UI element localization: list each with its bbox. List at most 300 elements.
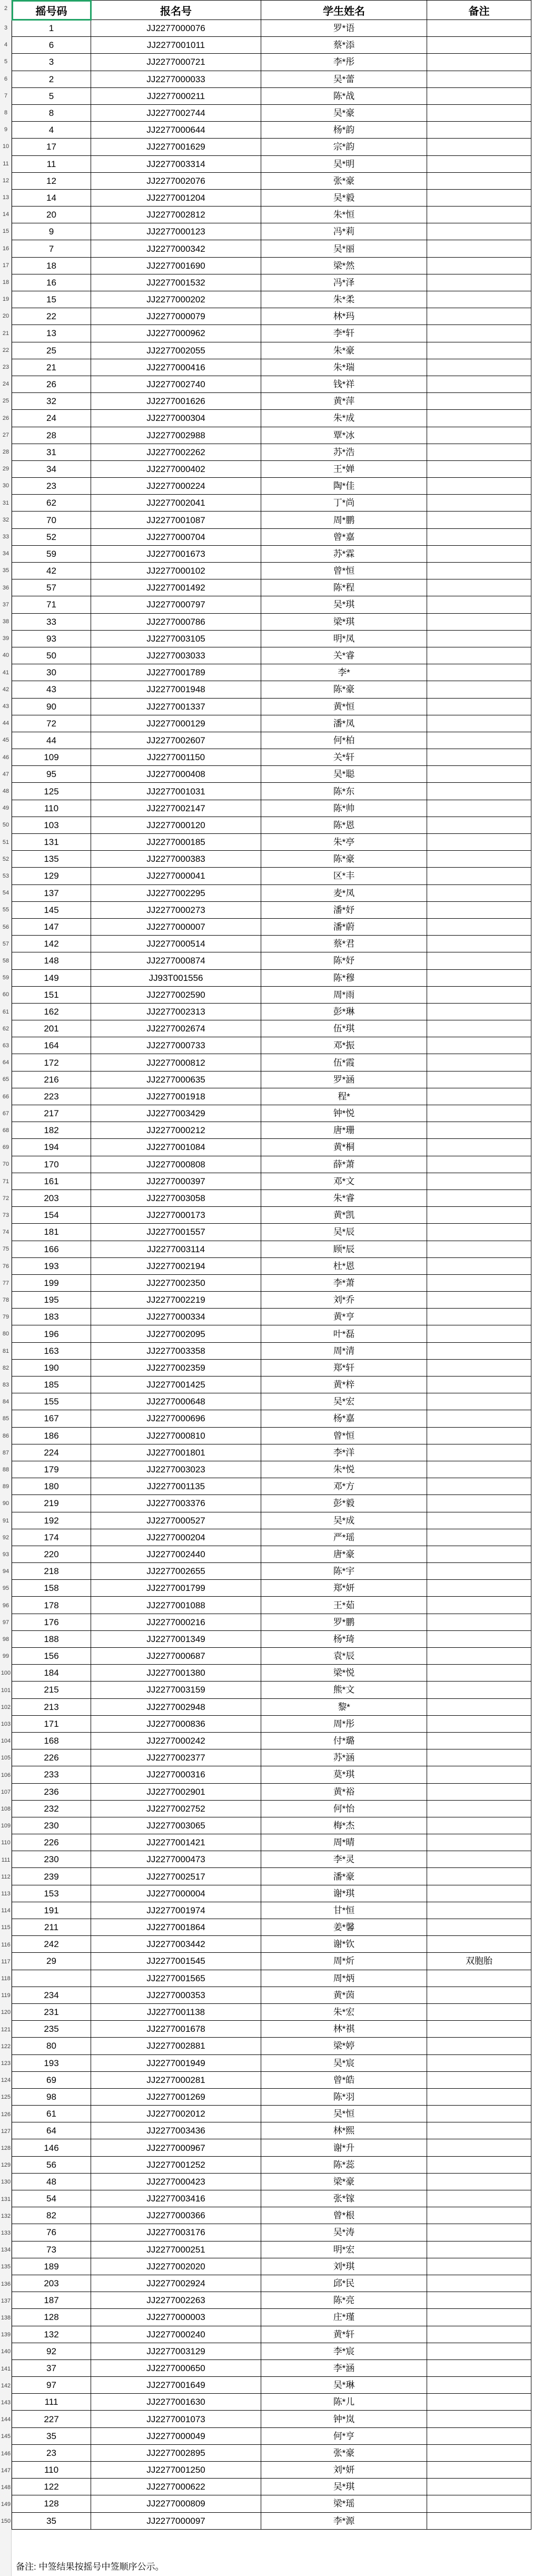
cell-remark[interactable]	[427, 884, 531, 901]
cell-student-name[interactable]: 周*炘	[261, 1953, 427, 1970]
cell-registration-no[interactable]: JJ2277000874	[91, 952, 261, 969]
cell-remark[interactable]	[427, 139, 531, 155]
cell-lottery-code[interactable]: 131	[12, 834, 91, 851]
cell-lottery-code[interactable]: 48	[12, 2173, 91, 2190]
cell-lottery-code[interactable]: 137	[12, 884, 91, 901]
cell-student-name[interactable]: 杨*嘉	[261, 1410, 427, 1427]
cell-student-name[interactable]: 邓*文	[261, 1173, 427, 1189]
cell-remark[interactable]	[427, 1495, 531, 1512]
cell-lottery-code[interactable]: 183	[12, 1309, 91, 1325]
cell-lottery-code[interactable]: 97	[12, 2377, 91, 2394]
cell-student-name[interactable]: 吴*明	[261, 155, 427, 172]
cell-remark[interactable]	[427, 2021, 531, 2038]
cell-registration-no[interactable]: JJ2277002901	[91, 1783, 261, 1800]
cell-lottery-code[interactable]: 14	[12, 189, 91, 206]
cell-remark[interactable]	[427, 2462, 531, 2479]
cell-student-name[interactable]: 朱*成	[261, 410, 427, 427]
cell-registration-no[interactable]: JJ2277003023	[91, 1461, 261, 1478]
cell-lottery-code[interactable]: 73	[12, 2241, 91, 2258]
cell-remark[interactable]	[427, 732, 531, 749]
cell-registration-no[interactable]: JJ2277000809	[91, 2495, 261, 2512]
cell-registration-no[interactable]: JJ2277003314	[91, 155, 261, 172]
cell-registration-no[interactable]: JJ2277000797	[91, 596, 261, 613]
cell-lottery-code[interactable]: 180	[12, 1478, 91, 1495]
cell-student-name[interactable]: 郑*轩	[261, 1359, 427, 1376]
cell-registration-no[interactable]: JJ2277000342	[91, 240, 261, 257]
cell-student-name[interactable]: 陈*东	[261, 783, 427, 800]
cell-student-name[interactable]: 陈*恩	[261, 817, 427, 833]
cell-remark[interactable]	[427, 579, 531, 596]
cell-student-name[interactable]: 朱*豪	[261, 342, 427, 359]
cell-remark[interactable]	[427, 2054, 531, 2071]
cell-remark[interactable]	[427, 766, 531, 783]
cell-registration-no[interactable]: JJ2277000041	[91, 868, 261, 884]
cell-lottery-code[interactable]: 42	[12, 563, 91, 579]
cell-lottery-code[interactable]: 23	[12, 2444, 91, 2461]
cell-lottery-code[interactable]: 72	[12, 715, 91, 732]
cell-lottery-code[interactable]: 142	[12, 936, 91, 952]
cell-registration-no[interactable]: JJ2277000273	[91, 901, 261, 918]
cell-lottery-code[interactable]: 231	[12, 2003, 91, 2020]
cell-remark[interactable]	[427, 2377, 531, 2394]
cell-student-name[interactable]: 陈*宇	[261, 1563, 427, 1580]
cell-remark[interactable]	[427, 37, 531, 54]
cell-remark[interactable]	[427, 189, 531, 206]
cell-remark[interactable]	[427, 1292, 531, 1309]
cell-student-name[interactable]: 邱*民	[261, 2275, 427, 2292]
cell-student-name[interactable]: 王*茹	[261, 1597, 427, 1614]
cell-student-name[interactable]: 宗*韵	[261, 139, 427, 155]
cell-student-name[interactable]: 陈*穆	[261, 969, 427, 986]
cell-registration-no[interactable]: JJ2277001864	[91, 1919, 261, 1936]
cell-student-name[interactable]: 钱*祥	[261, 376, 427, 392]
cell-remark[interactable]	[427, 1156, 531, 1173]
cell-remark[interactable]	[427, 1393, 531, 1410]
cell-student-name[interactable]: 张*豪	[261, 172, 427, 189]
cell-lottery-code[interactable]: 151	[12, 986, 91, 1003]
cell-student-name[interactable]: 邓*方	[261, 1478, 427, 1495]
cell-student-name[interactable]: 林*玛	[261, 308, 427, 325]
cell-remark[interactable]	[427, 1410, 531, 1427]
cell-registration-no[interactable]: JJ2277002744	[91, 104, 261, 121]
cell-lottery-code[interactable]: 4	[12, 122, 91, 139]
cell-registration-no[interactable]: JJ2277001250	[91, 2462, 261, 2479]
cell-remark[interactable]	[427, 596, 531, 613]
cell-remark[interactable]	[427, 2411, 531, 2427]
cell-remark[interactable]	[427, 630, 531, 647]
cell-remark[interactable]	[427, 1970, 531, 1987]
cell-remark[interactable]	[427, 528, 531, 545]
cell-lottery-code[interactable]: 195	[12, 1292, 91, 1309]
cell-remark[interactable]	[427, 2444, 531, 2461]
cell-lottery-code[interactable]: 182	[12, 1122, 91, 1139]
cell-remark[interactable]	[427, 274, 531, 291]
cell-student-name[interactable]: 潘*妤	[261, 901, 427, 918]
cell-remark[interactable]	[427, 1783, 531, 1800]
cell-lottery-code[interactable]: 30	[12, 664, 91, 681]
cell-student-name[interactable]: 陶*佳	[261, 478, 427, 495]
cell-registration-no[interactable]: JJ2277000473	[91, 1851, 261, 1868]
cell-remark[interactable]	[427, 1648, 531, 1665]
cell-registration-no[interactable]: JJ2277000211	[91, 87, 261, 104]
cell-student-name[interactable]: 丁*尚	[261, 495, 427, 512]
cell-student-name[interactable]: 程*	[261, 1088, 427, 1105]
cell-lottery-code[interactable]: 156	[12, 1648, 91, 1665]
cell-lottery-code[interactable]: 161	[12, 1173, 91, 1189]
cell-student-name[interactable]: 蔡*君	[261, 936, 427, 952]
cell-registration-no[interactable]: JJ2277000353	[91, 1987, 261, 2003]
cell-registration-no[interactable]: JJ2277003033	[91, 647, 261, 664]
cell-registration-no[interactable]: JJ2277002041	[91, 495, 261, 512]
cell-remark[interactable]	[427, 800, 531, 817]
cell-registration-no[interactable]: JJ2277003129	[91, 2343, 261, 2359]
cell-remark[interactable]	[427, 2309, 531, 2326]
cell-remark[interactable]	[427, 1342, 531, 1359]
cell-lottery-code[interactable]: 103	[12, 817, 91, 833]
cell-student-name[interactable]: 区*丰	[261, 868, 427, 884]
cell-lottery-code[interactable]: 219	[12, 1495, 91, 1512]
cell-lottery-code[interactable]: 233	[12, 1766, 91, 1783]
cell-student-name[interactable]: 黄*萍	[261, 393, 427, 410]
cell-remark[interactable]	[427, 817, 531, 833]
cell-remark[interactable]	[427, 918, 531, 935]
cell-lottery-code[interactable]: 54	[12, 2190, 91, 2207]
cell-lottery-code[interactable]: 167	[12, 1410, 91, 1427]
cell-lottery-code[interactable]: 32	[12, 393, 91, 410]
cell-remark[interactable]	[427, 1309, 531, 1325]
cell-remark[interactable]	[427, 257, 531, 274]
cell-registration-no[interactable]: JJ2277003376	[91, 1495, 261, 1512]
cell-student-name[interactable]: 陈*蕊	[261, 2156, 427, 2173]
cell-lottery-code[interactable]: 230	[12, 1817, 91, 1834]
cell-registration-no[interactable]: JJ2277002313	[91, 1003, 261, 1020]
cell-registration-no[interactable]: JJ2277001011	[91, 37, 261, 54]
header-student-name[interactable]: 学生姓名	[261, 1, 427, 20]
cell-lottery-code[interactable]: 110	[12, 2462, 91, 2479]
cell-registration-no[interactable]: JJ2277000129	[91, 715, 261, 732]
cell-registration-no[interactable]: JJ2277001252	[91, 2156, 261, 2173]
cell-student-name[interactable]: 陈*战	[261, 87, 427, 104]
cell-student-name[interactable]: 谢*钦	[261, 1936, 427, 1953]
cell-remark[interactable]	[427, 1003, 531, 1020]
cell-lottery-code[interactable]: 128	[12, 2309, 91, 2326]
cell-student-name[interactable]: 曾*嘉	[261, 528, 427, 545]
cell-remark[interactable]	[427, 1919, 531, 1936]
cell-remark[interactable]	[427, 2394, 531, 2411]
cell-lottery-code[interactable]: 135	[12, 851, 91, 868]
cell-lottery-code[interactable]: 64	[12, 2122, 91, 2139]
cell-registration-no[interactable]: JJ2277000423	[91, 2173, 261, 2190]
header-remark[interactable]: 备注	[427, 1, 531, 20]
cell-remark[interactable]	[427, 1698, 531, 1715]
cell-registration-no[interactable]: JJ2277001673	[91, 545, 261, 562]
cell-student-name[interactable]: 林*熙	[261, 2122, 427, 2139]
cell-lottery-code[interactable]: 185	[12, 1377, 91, 1393]
cell-lottery-code[interactable]: 7	[12, 240, 91, 257]
cell-remark[interactable]	[427, 1987, 531, 2003]
cell-lottery-code[interactable]: 21	[12, 359, 91, 376]
cell-registration-no[interactable]: JJ93T001556	[91, 969, 261, 986]
cell-remark[interactable]	[427, 478, 531, 495]
cell-lottery-code[interactable]: 199	[12, 1274, 91, 1291]
cell-registration-no[interactable]: JJ2277001492	[91, 579, 261, 596]
cell-student-name[interactable]: 吴*辰	[261, 1224, 427, 1241]
cell-lottery-code[interactable]: 164	[12, 1037, 91, 1054]
cell-registration-no[interactable]: JJ2277000635	[91, 1071, 261, 1088]
cell-remark[interactable]	[427, 54, 531, 71]
cell-student-name[interactable]: 陈*豪	[261, 851, 427, 868]
cell-registration-no[interactable]: JJ2277000185	[91, 834, 261, 851]
cell-lottery-code[interactable]: 15	[12, 291, 91, 308]
cell-registration-no[interactable]: JJ2277002147	[91, 800, 261, 817]
cell-student-name[interactable]: 唐*珊	[261, 1122, 427, 1139]
cell-remark[interactable]	[427, 1088, 531, 1105]
cell-student-name[interactable]: 梅*杰	[261, 1817, 427, 1834]
cell-student-name[interactable]: 李*源	[261, 2512, 427, 2529]
cell-remark[interactable]	[427, 207, 531, 223]
cell-student-name[interactable]: 曾*恒	[261, 1427, 427, 1444]
cell-remark[interactable]	[427, 2106, 531, 2122]
cell-remark[interactable]	[427, 1139, 531, 1156]
cell-registration-no[interactable]: JJ2277002948	[91, 1698, 261, 1715]
cell-remark[interactable]	[427, 1834, 531, 1851]
cell-lottery-code[interactable]: 28	[12, 427, 91, 444]
cell-lottery-code[interactable]: 220	[12, 1546, 91, 1562]
cell-registration-no[interactable]: JJ2277000204	[91, 1529, 261, 1546]
cell-registration-no[interactable]: JJ2277000812	[91, 1054, 261, 1071]
cell-registration-no[interactable]: JJ2277000240	[91, 2326, 261, 2343]
cell-lottery-code[interactable]: 16	[12, 274, 91, 291]
cell-student-name[interactable]: 苏*浩	[261, 444, 427, 460]
cell-student-name[interactable]: 刘*妍	[261, 2462, 427, 2479]
cell-lottery-code[interactable]: 43	[12, 681, 91, 698]
cell-remark[interactable]	[427, 545, 531, 562]
cell-lottery-code[interactable]: 11	[12, 155, 91, 172]
cell-student-name[interactable]: 梁*豪	[261, 2173, 427, 2190]
cell-student-name[interactable]: 严*瑶	[261, 1529, 427, 1546]
cell-lottery-code[interactable]: 70	[12, 512, 91, 528]
cell-registration-no[interactable]: JJ2277003114	[91, 1241, 261, 1257]
cell-lottery-code[interactable]: 33	[12, 613, 91, 630]
cell-lottery-code[interactable]: 29	[12, 1953, 91, 1970]
cell-registration-no[interactable]: JJ2277001557	[91, 1224, 261, 1241]
cell-lottery-code[interactable]: 129	[12, 868, 91, 884]
cell-student-name[interactable]: 谢*琪	[261, 1885, 427, 1902]
cell-remark[interactable]	[427, 1444, 531, 1461]
header-registration-no[interactable]: 报名号	[91, 1, 261, 20]
cell-registration-no[interactable]: JJ2277002988	[91, 427, 261, 444]
cell-remark[interactable]	[427, 2071, 531, 2088]
cell-remark[interactable]	[427, 969, 531, 986]
cell-lottery-code[interactable]: 213	[12, 1698, 91, 1715]
cell-student-name[interactable]: 吴*宸	[261, 2054, 427, 2071]
cell-registration-no[interactable]: JJ2277000527	[91, 1512, 261, 1529]
cell-registration-no[interactable]: JJ2277001425	[91, 1377, 261, 1393]
cell-registration-no[interactable]: JJ2277001138	[91, 2003, 261, 2020]
cell-remark[interactable]	[427, 868, 531, 884]
cell-lottery-code[interactable]: 235	[12, 2021, 91, 2038]
cell-remark[interactable]	[427, 1207, 531, 1224]
cell-student-name[interactable]: 周*晴	[261, 1834, 427, 1851]
cell-student-name[interactable]: 谢*升	[261, 2139, 427, 2156]
cell-student-name[interactable]: 周*雨	[261, 986, 427, 1003]
cell-remark[interactable]	[427, 1122, 531, 1139]
cell-registration-no[interactable]: JJ2277000304	[91, 410, 261, 427]
cell-lottery-code[interactable]: 236	[12, 1783, 91, 1800]
cell-registration-no[interactable]: JJ2277001799	[91, 1580, 261, 1597]
cell-student-name[interactable]: 李*	[261, 664, 427, 681]
cell-lottery-code[interactable]: 178	[12, 1597, 91, 1614]
cell-student-name[interactable]: 彭*琳	[261, 1003, 427, 1020]
cell-registration-no[interactable]: JJ2277000049	[91, 2427, 261, 2444]
cell-registration-no[interactable]: JJ2277000102	[91, 563, 261, 579]
cell-remark[interactable]	[427, 2207, 531, 2224]
cell-registration-no[interactable]: JJ2277000251	[91, 2241, 261, 2258]
cell-lottery-code[interactable]: 22	[12, 308, 91, 325]
cell-remark[interactable]	[427, 444, 531, 460]
cell-lottery-code[interactable]: 148	[12, 952, 91, 969]
cell-student-name[interactable]: 杜*恩	[261, 1257, 427, 1274]
cell-lottery-code[interactable]: 52	[12, 528, 91, 545]
cell-student-name[interactable]: 陈*帅	[261, 800, 427, 817]
cell-lottery-code[interactable]: 176	[12, 1614, 91, 1630]
cell-registration-no[interactable]: JJ2277002590	[91, 986, 261, 1003]
cell-lottery-code[interactable]: 184	[12, 1665, 91, 1682]
cell-registration-no[interactable]: JJ2277002263	[91, 2292, 261, 2309]
cell-lottery-code[interactable]: 149	[12, 969, 91, 986]
cell-student-name[interactable]: 叶*磊	[261, 1325, 427, 1342]
cell-lottery-code[interactable]: 5	[12, 87, 91, 104]
cell-remark[interactable]	[427, 681, 531, 698]
cell-registration-no[interactable]: JJ2277001565	[91, 1970, 261, 1987]
cell-student-name[interactable]: 唐*豪	[261, 1546, 427, 1562]
cell-student-name[interactable]: 陈*程	[261, 579, 427, 596]
cell-student-name[interactable]: 杨*韵	[261, 122, 427, 139]
cell-remark[interactable]	[427, 512, 531, 528]
cell-lottery-code[interactable]: 224	[12, 1444, 91, 1461]
cell-registration-no[interactable]: JJ2277000648	[91, 1393, 261, 1410]
cell-lottery-code[interactable]: 186	[12, 1427, 91, 1444]
cell-student-name[interactable]: 黎*	[261, 1698, 427, 1715]
cell-registration-no[interactable]: JJ2277001948	[91, 681, 261, 698]
cell-lottery-code[interactable]: 218	[12, 1563, 91, 1580]
cell-lottery-code[interactable]: 92	[12, 2343, 91, 2359]
cell-remark[interactable]	[427, 2512, 531, 2529]
cell-registration-no[interactable]: JJ2277000810	[91, 1427, 261, 1444]
cell-remark[interactable]	[427, 495, 531, 512]
cell-student-name[interactable]: 曾*皓	[261, 2071, 427, 2088]
cell-lottery-code[interactable]: 1	[12, 20, 91, 37]
cell-lottery-code[interactable]: 166	[12, 1241, 91, 1257]
cell-lottery-code[interactable]: 172	[12, 1054, 91, 1071]
cell-remark[interactable]	[427, 1597, 531, 1614]
cell-remark[interactable]	[427, 834, 531, 851]
cell-lottery-code[interactable]: 31	[12, 444, 91, 460]
cell-remark[interactable]	[427, 563, 531, 579]
cell-registration-no[interactable]: JJ2277002020	[91, 2258, 261, 2275]
cell-remark[interactable]	[427, 1325, 531, 1342]
cell-registration-no[interactable]: JJ2277002517	[91, 1868, 261, 1885]
cell-lottery-code[interactable]: 153	[12, 1885, 91, 1902]
cell-lottery-code[interactable]: 201	[12, 1020, 91, 1037]
cell-remark[interactable]	[427, 1682, 531, 1698]
cell-lottery-code[interactable]: 44	[12, 732, 91, 749]
cell-registration-no[interactable]: JJ2277000687	[91, 1648, 261, 1665]
cell-registration-no[interactable]: JJ2277000212	[91, 1122, 261, 1139]
cell-lottery-code[interactable]: 13	[12, 325, 91, 342]
cell-remark[interactable]	[427, 325, 531, 342]
cell-student-name[interactable]: 李*灵	[261, 1851, 427, 1868]
cell-student-name[interactable]: 何*柏	[261, 732, 427, 749]
cell-registration-no[interactable]: JJ2277001801	[91, 1444, 261, 1461]
cell-student-name[interactable]: 苏*涵	[261, 1749, 427, 1766]
cell-registration-no[interactable]: JJ2277003159	[91, 1682, 261, 1698]
cell-remark[interactable]	[427, 2495, 531, 2512]
cell-remark[interactable]	[427, 1665, 531, 1682]
cell-student-name[interactable]: 周*炳	[261, 1970, 427, 1987]
cell-remark[interactable]	[427, 1257, 531, 1274]
cell-lottery-code[interactable]: 163	[12, 1342, 91, 1359]
cell-lottery-code[interactable]: 110	[12, 800, 91, 817]
cell-student-name[interactable]: 薛*萧	[261, 1156, 427, 1173]
cell-registration-no[interactable]: JJ2277002350	[91, 1274, 261, 1291]
cell-registration-no[interactable]: JJ2277000334	[91, 1309, 261, 1325]
cell-lottery-code[interactable]: 203	[12, 2275, 91, 2292]
cell-student-name[interactable]: 郑*妍	[261, 1580, 427, 1597]
cell-student-name[interactable]: 罗*鹏	[261, 1614, 427, 1630]
cell-lottery-code[interactable]: 76	[12, 2224, 91, 2241]
cell-lottery-code[interactable]: 216	[12, 1071, 91, 1088]
cell-registration-no[interactable]: JJ2277001789	[91, 664, 261, 681]
cell-lottery-code[interactable]: 50	[12, 647, 91, 664]
cell-registration-no[interactable]: JJ2277000644	[91, 122, 261, 139]
cell-registration-no[interactable]: JJ2277000173	[91, 1207, 261, 1224]
cell-registration-no[interactable]: JJ2277000808	[91, 1156, 261, 1173]
cell-student-name[interactable]: 王*婵	[261, 460, 427, 477]
cell-registration-no[interactable]: JJ2277002607	[91, 732, 261, 749]
cell-registration-no[interactable]: JJ2277002377	[91, 1749, 261, 1766]
cell-student-name[interactable]: 黄*恒	[261, 698, 427, 715]
cell-registration-no[interactable]: JJ2277001649	[91, 2377, 261, 2394]
cell-lottery-code[interactable]: 217	[12, 1105, 91, 1122]
cell-registration-no[interactable]: JJ2277003058	[91, 1189, 261, 1206]
cell-remark[interactable]	[427, 1359, 531, 1376]
cell-registration-no[interactable]: JJ2277001084	[91, 1139, 261, 1156]
cell-student-name[interactable]: 明*宏	[261, 2241, 427, 2258]
cell-lottery-code[interactable]: 215	[12, 1682, 91, 1698]
cell-registration-no[interactable]: JJ2277002012	[91, 2106, 261, 2122]
cell-registration-no[interactable]: JJ2277001690	[91, 257, 261, 274]
cell-registration-no[interactable]: JJ2277001088	[91, 1597, 261, 1614]
cell-lottery-code[interactable]: 189	[12, 2258, 91, 2275]
cell-student-name[interactable]: 吴*毅	[261, 189, 427, 206]
cell-remark[interactable]	[427, 308, 531, 325]
cell-student-name[interactable]: 钟*岚	[261, 2411, 427, 2427]
cell-remark[interactable]	[427, 1512, 531, 1529]
cell-student-name[interactable]: 梁*瑶	[261, 2495, 427, 2512]
cell-remark[interactable]	[427, 155, 531, 172]
cell-student-name[interactable]: 冯*泽	[261, 274, 427, 291]
cell-remark[interactable]	[427, 1563, 531, 1580]
cell-remark[interactable]	[427, 1546, 531, 1562]
cell-student-name[interactable]: 梁*婷	[261, 2038, 427, 2054]
cell-remark[interactable]	[427, 1037, 531, 1054]
cell-remark[interactable]	[427, 71, 531, 87]
cell-registration-no[interactable]: JJ2277000962	[91, 325, 261, 342]
cell-student-name[interactable]: 黄*桐	[261, 1139, 427, 1156]
cell-student-name[interactable]: 梁*悦	[261, 1665, 427, 1682]
cell-lottery-code[interactable]: 61	[12, 2106, 91, 2122]
